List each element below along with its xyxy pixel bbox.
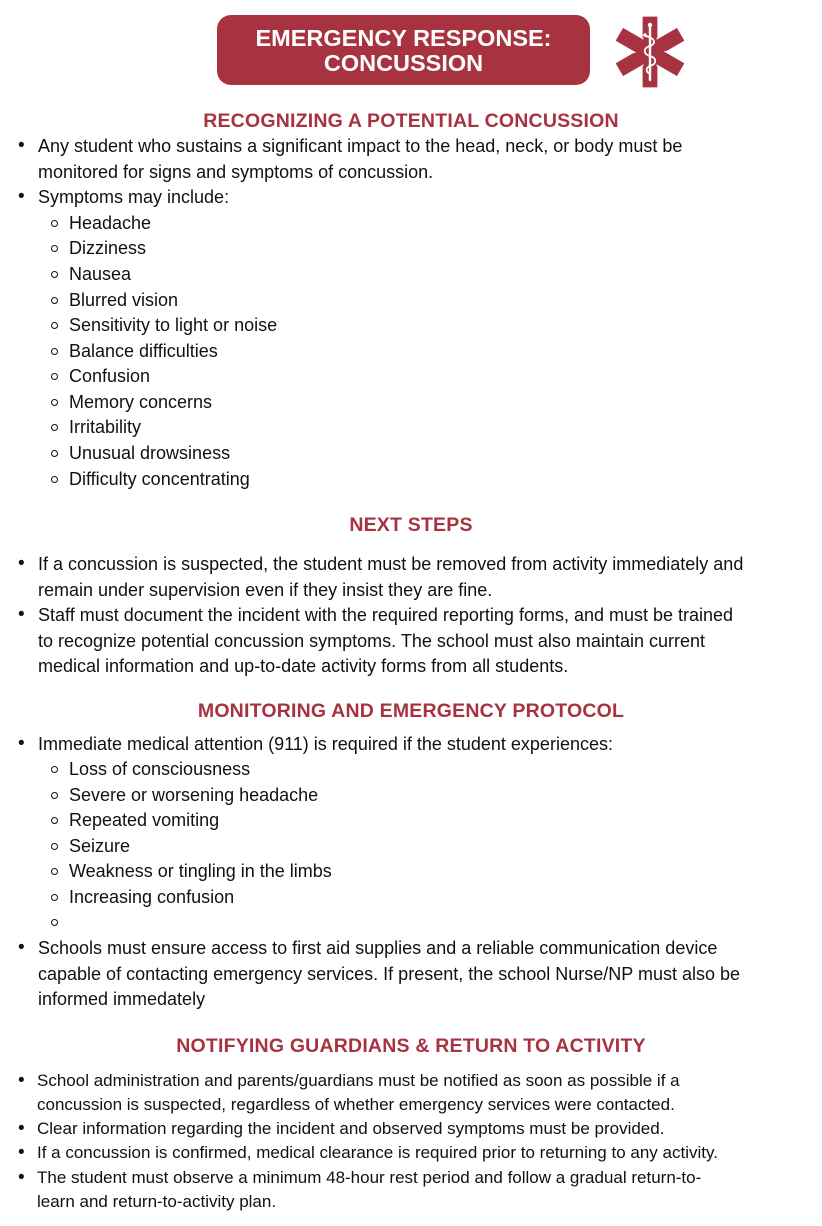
bullet-medical-attention: • Immediate medical attention (911) is required if the student experiences: [38,734,613,755]
bullet-first-aid: • Schools must ensure access to first aid supplies and a reliable communication device [38,938,717,959]
bullet-document-continued: to recognize potential concussion symptoms. The school must also maintain current [38,631,705,651]
emergency-sign-item: Weakness or tingling in the limbs [69,861,332,881]
bullet-clear-information: • Clear information regarding the incident and observed symptoms must be provided. [37,1119,664,1139]
bullet-symptoms-intro: • Symptoms may include: [38,187,229,208]
bullet-rest-period: • The student must observe a minimum 48-hour rest period and follow a gradual return-to- [37,1168,701,1188]
symptom-item: Dizziness [69,238,147,258]
section-heading-recognizing: RECOGNIZING A POTENTIAL CONCUSSION [203,110,619,132]
title-line-1: EMERGENCY RESPONSE: [255,25,552,51]
bullet-document-continued: medical information and up-to-date activity forms from all students. [38,656,569,676]
symptom-item: Unusual drowsiness [69,443,231,463]
symptom-item: Difficulty concentrating [69,469,250,489]
section-heading-notifying: NOTIFYING GUARDIANS & RETURN TO ACTIVITY [176,1035,646,1057]
emergency-sign-item: Seizure [69,836,131,856]
bullet-first-aid-continued: capable of contacting emergency services. If present, the school Nurse/NP must also be [38,964,741,984]
symptom-item: Balance difficulties [69,341,218,361]
title-banner [217,15,590,85]
emergency-sign-item: Severe or worsening headache [69,785,319,805]
bullet-impact: • Any student who sustains a significant impact to the head, neck, or body must be [38,136,682,157]
symptom-item: Nausea [69,264,132,284]
symptom-item: Confusion [69,366,151,386]
title-line-2: CONCUSSION [323,50,484,76]
star-of-life-icon [612,15,688,89]
bullet-notify-guardians: • School administration and parents/guardians must be notified as soon as possible if a [37,1071,680,1091]
section-heading-next-steps: NEXT STEPS [349,514,473,536]
symptom-item: Headache [69,213,152,233]
bullet-rest-continued: learn and return-to-activity plan. [37,1192,277,1211]
symptom-item: Sensitivity to light or noise [69,315,278,335]
emergency-sign-item: Increasing confusion [69,887,235,907]
symptom-item: Memory concerns [69,392,213,412]
bullet-medical-clearance: • If a concussion is confirmed, medical clearance is required prior to returning to any activity. [37,1143,718,1163]
bullet-remove-from-activity: • If a concussion is suspected, the student must be removed from activity immediately and [38,554,743,575]
emergency-sign-item: Loss of consciousness [69,759,251,779]
emergency-sign-item: Repeated vomiting [69,810,220,830]
section-heading-monitoring: MONITORING AND EMERGENCY PROTOCOL [197,700,625,722]
bullet-document-incident: • Staff must document the incident with the required reporting forms, and must be trained [38,605,733,626]
bullet-notify-continued: concussion is suspected, regardless of whether emergency services were contacted. [37,1095,675,1114]
bullet-first-aid-continued: informed immedately [38,989,206,1009]
symptom-item: Blurred vision [69,290,179,310]
bullet-impact-continued: monitored for signs and symptoms of concussion. [38,162,434,182]
bullet-remove-continued: remain under supervision even if they insist they are fine. [38,580,493,600]
symptom-item: Irritability [69,417,142,437]
